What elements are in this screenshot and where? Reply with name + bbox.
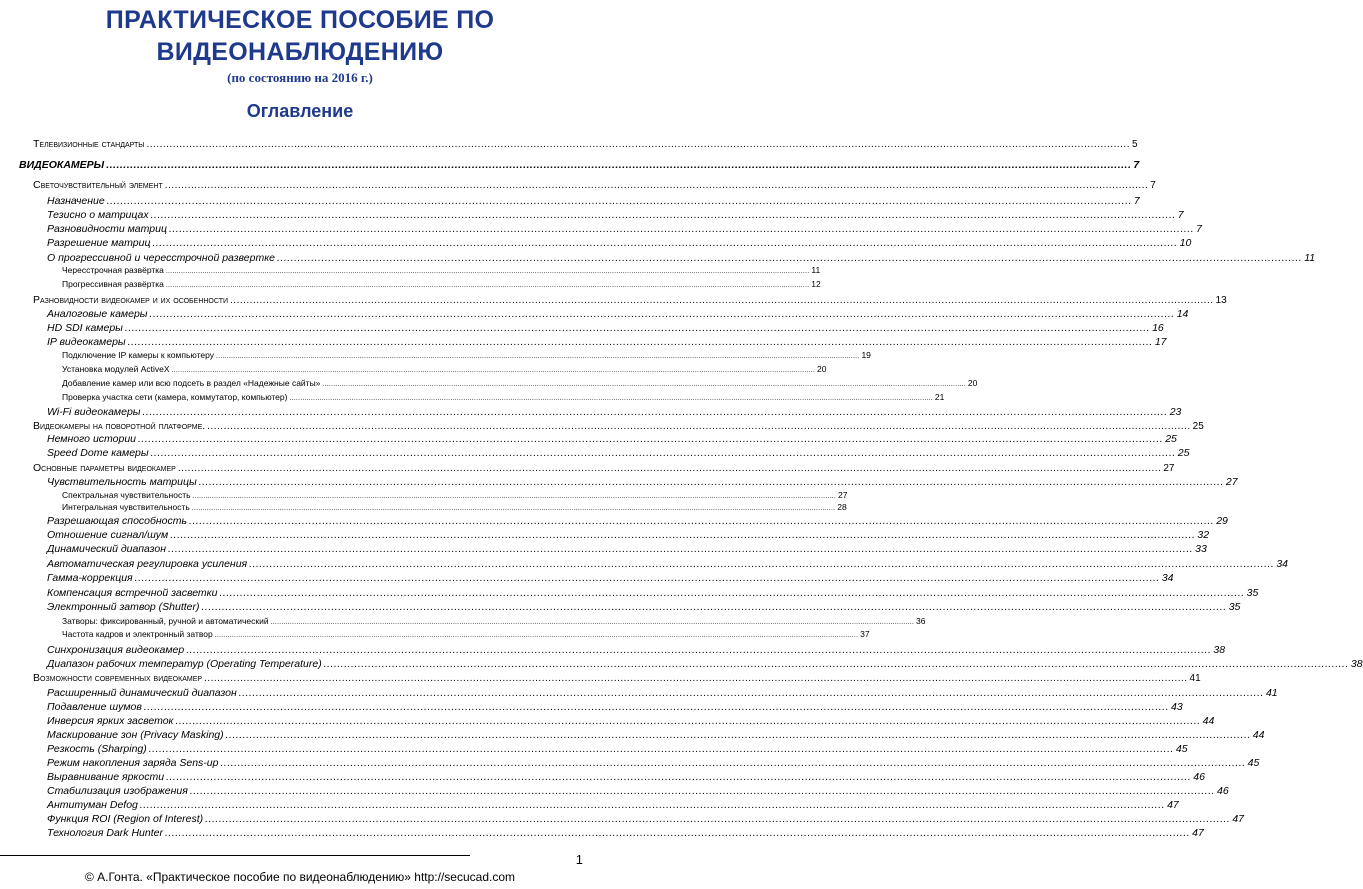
toc-entry[interactable] — [47, 515, 1228, 527]
toc-entry[interactable] — [33, 179, 1156, 191]
toc-entry-label: Разрешение матриц — [47, 237, 151, 249]
toc-entry-label: Немного истории — [47, 433, 137, 445]
toc-entry-label: Подключение IP камеры к компьютеру — [62, 350, 214, 360]
toc-entry-page: 17 — [1154, 336, 1167, 348]
toc-dot-leader: ............................................................................................................................................................................................................................................................................................................ — [192, 492, 836, 500]
toc-entry-page: 16 — [1152, 322, 1164, 334]
toc-dot-leader: ............................................................................................................................................................................................................................................................................................................ — [167, 543, 1194, 555]
toc-entry[interactable] — [62, 502, 847, 512]
footer-rule — [0, 855, 470, 856]
toc-entry[interactable] — [47, 715, 1215, 727]
toc-dot-leader: ............................................................................................................................................................................................................................................................................................................ — [230, 294, 1214, 306]
toc-entry-page: 34 — [1161, 572, 1174, 584]
toc-entry-label: Чувствительность матрицы — [47, 476, 197, 488]
toc-dot-leader: ............................................................................................................................................................................................................................................................................................................ — [186, 644, 1212, 656]
toc-entry[interactable] — [47, 308, 1189, 320]
toc-entry-label: Синхронизация видеокамер — [47, 644, 185, 656]
toc-entry-page: 27 — [1225, 476, 1238, 488]
toc-dot-leader: ............................................................................................................................................................................................................................................................................................................ — [134, 572, 1160, 584]
toc-entry-page: 46 — [1193, 771, 1205, 783]
toc-entry[interactable] — [47, 476, 1238, 488]
toc-entry-page: 13 — [1215, 294, 1227, 306]
toc-entry-label: Диапазон рабочих температур (Operating Temperature) — [47, 658, 322, 670]
toc-entry-label: Динамический диапазон — [47, 543, 166, 555]
toc-entry-label: Тезисно о матрицах — [47, 209, 149, 221]
toc-entry[interactable] — [47, 209, 1184, 221]
toc-entry[interactable] — [62, 364, 827, 374]
toc-entry-label: Антитуман Defog — [47, 799, 138, 811]
toc-entry-page: 19 — [861, 350, 871, 360]
toc-dot-leader: ............................................................................................................................................................................................................................................................................................................ — [201, 601, 1227, 613]
toc-entry-page: 34 — [1276, 558, 1289, 570]
toc-entry[interactable] — [47, 529, 1210, 541]
toc-heading: Оглавление — [246, 101, 354, 121]
toc-entry-label: ВИДЕОКАМЕРЫ — [19, 159, 105, 171]
toc-entry-label: Чересстрочная развёртка — [62, 265, 164, 275]
toc-dot-leader: ............................................................................................................................................................................................................................................................................................................ — [175, 715, 1201, 727]
toc-entry-label: Телевизионные стандарты — [33, 138, 145, 150]
toc-entry-label: Светочувствительный элемент — [33, 179, 163, 191]
toc-entry-page: 7 — [1177, 209, 1184, 221]
toc-entry-label: Добавление камер или всю подсеть в раздел «Надежные сайты» — [62, 378, 321, 388]
toc-entry-page: 21 — [934, 392, 945, 402]
toc-dot-leader: ............................................................................................................................................................................................................................................................................................................ — [177, 462, 1162, 474]
document-title-line-1: ПРАКТИЧЕСКОЕ ПОСОБИЕ ПО — [105, 6, 495, 34]
toc-entry[interactable] — [47, 799, 1179, 811]
toc-entry-label: Возможности современных видеокамер — [33, 672, 203, 684]
toc-entry-label: Интегральная чувствительность — [62, 502, 190, 512]
toc-entry-label: Режим накопления заряда Sens-up — [47, 757, 219, 769]
toc-entry-page: 41 — [1265, 687, 1278, 699]
toc-dot-leader: ............................................................................................................................................................................................................................................................................................................ — [164, 179, 1149, 191]
toc-entry-page: 28 — [837, 502, 847, 512]
toc-dot-leader: ............................................................................................................................................................................................................................................................................................................ — [165, 267, 810, 275]
toc-entry[interactable] — [47, 743, 1188, 755]
toc-dot-leader: ............................................................................................................................................................................................................................................................................................................ — [191, 504, 836, 512]
toc-entry[interactable] — [47, 543, 1207, 555]
page-number: 1 — [575, 852, 583, 867]
toc-dot-leader: ............................................................................................................................................................................................................................................................................................................ — [198, 476, 1224, 488]
toc-entry-label: Подавление шумов — [47, 701, 142, 713]
toc-entry[interactable] — [47, 336, 1167, 348]
toc-entry[interactable] — [47, 406, 1182, 418]
toc-entry-page: 10 — [1179, 237, 1192, 249]
toc-dot-leader: ............................................................................................................................................................................................................................................................................................................ — [204, 672, 1188, 684]
toc-entry-label: Автоматическая регулировка усиления — [47, 558, 248, 570]
toc-entry[interactable] — [47, 813, 1245, 825]
toc-dot-leader: ............................................................................................................................................................................................................................................................................................................ — [139, 799, 1166, 811]
toc-entry-page: 25 — [1177, 447, 1190, 459]
toc-entry[interactable] — [33, 672, 1201, 684]
toc-dot-leader: ............................................................................................................................................................................................................................................................................................................ — [138, 433, 1164, 445]
toc-entry[interactable] — [62, 378, 978, 388]
toc-entry-label: Технология Dark Hunter — [47, 827, 163, 839]
toc-entry-page: 36 — [916, 616, 926, 626]
toc-dot-leader: ............................................................................................................................................................................................................................................................................................................ — [106, 159, 1132, 171]
toc-entry[interactable] — [47, 701, 1183, 713]
toc-entry-label: Проверка участка сети (камера, коммутатор, компьютер) — [62, 392, 288, 402]
toc-entry-label: Гамма-коррекция — [47, 572, 133, 584]
toc-entry-label: Прогрессивная развёртка — [62, 279, 164, 289]
toc-entry-label: Спектральная чувствительность — [62, 490, 191, 500]
toc-entry-page: 41 — [1189, 672, 1201, 684]
toc-entry-label: Компенсация встречной засветки — [47, 587, 218, 599]
toc-entry-page: 7 — [1133, 195, 1140, 207]
toc-dot-leader: ............................................................................................................................................................................................................................................................................................................ — [171, 366, 816, 374]
toc-entry-page: 45 — [1247, 757, 1260, 769]
toc-entry-page: 7 — [1196, 223, 1202, 235]
toc-entry[interactable] — [47, 433, 1177, 445]
footer-copyright: © А.Гонта. «Практическое пособие по видеонаблюдению» http://secucad.com — [84, 870, 516, 884]
toc-dot-leader: ............................................................................................................................................................................................................................................................................................................ — [148, 743, 1174, 755]
toc-dot-leader: ............................................................................................................................................................................................................................................................................................................ — [142, 406, 1168, 418]
toc-entry-label: Отношение сигнал/шум — [47, 529, 169, 541]
toc-dot-leader: ............................................................................................................................................................................................................................................................................................................ — [270, 618, 915, 626]
toc-dot-leader: ............................................................................................................................................................................................................................................................................................................ — [165, 827, 1191, 839]
toc-entry-page: 11 — [1304, 252, 1316, 264]
toc-entry[interactable] — [47, 644, 1226, 656]
toc-entry[interactable] — [33, 420, 1204, 432]
toc-entry[interactable] — [47, 771, 1205, 783]
toc-entry[interactable] — [62, 629, 870, 639]
toc-entry[interactable] — [62, 616, 926, 626]
toc-dot-leader: ............................................................................................................................................................................................................................................................................................................ — [143, 701, 1170, 713]
toc-entry[interactable] — [47, 237, 1192, 249]
toc-entry-page: 11 — [811, 265, 821, 275]
toc-entry-label: Разновидности матриц — [47, 223, 167, 235]
toc-entry[interactable] — [47, 757, 1260, 769]
toc-dot-leader: ............................................................................................................................................................................................................................................................................................................ — [216, 352, 860, 360]
toc-dot-leader: ............................................................................................................................................................................................................................................................................................................ — [220, 757, 1246, 769]
toc-entry-label: Маскирование зон (Privacy Masking) — [47, 729, 224, 741]
toc-entry[interactable] — [62, 392, 945, 402]
toc-dot-leader: ............................................................................................................................................................................................................................................................................................................ — [249, 558, 1275, 570]
document-title-line-2: ВИДЕОНАБЛЮДЕНИЮ — [156, 38, 444, 66]
toc-entry-page: 46 — [1217, 785, 1229, 797]
toc-entry-label: Выравнивание яркости — [47, 771, 165, 783]
toc-dot-leader: ............................................................................................................................................................................................................................................................................................................ — [205, 813, 1231, 825]
toc-entry[interactable] — [47, 785, 1229, 797]
toc-entry-label: Разрешающая способность — [47, 515, 188, 527]
toc-entry-page: 7 — [1133, 159, 1140, 171]
toc-dot-leader: ............................................................................................................................................................................................................................................................................................................ — [323, 658, 1349, 670]
toc-entry[interactable] — [47, 729, 1265, 741]
toc-dot-leader: ............................................................................................................................................................................................................................................................................................................ — [214, 631, 859, 639]
toc-entry[interactable] — [47, 223, 1202, 235]
toc-entry-page: 27 — [838, 490, 848, 500]
toc-entry-page: 38 — [1213, 644, 1226, 656]
toc-dot-leader: ............................................................................................................................................................................................................................................................................................................ — [170, 529, 1196, 541]
toc-entry-page: 14 — [1176, 308, 1189, 320]
toc-entry-page: 25 — [1165, 433, 1177, 445]
toc-entry-label: Аналоговые камеры — [47, 308, 148, 320]
toc-entry[interactable] — [47, 687, 1278, 699]
toc-dot-leader: ............................................................................................................................................................................................................................................................................................................ — [189, 515, 1215, 527]
toc-entry-label: HD SDI камеры — [47, 322, 123, 334]
toc-entry-page: 47 — [1232, 813, 1245, 825]
toc-entry-label: Расширенный динамический диапазон — [47, 687, 237, 699]
toc-dot-leader: ............................................................................................................................................................................................................................................................................................................ — [289, 394, 933, 402]
toc-entry[interactable] — [33, 294, 1227, 306]
toc-entry-page: 37 — [860, 629, 870, 639]
toc-entry-label: Электронный затвор (Shutter) — [47, 601, 200, 613]
toc-entry[interactable] — [62, 279, 821, 289]
toc-entry-page: 27 — [1163, 462, 1175, 474]
toc-entry-label: Основные параметры видеокамер — [33, 462, 176, 474]
toc-entry-label: Установка модулей ActiveX — [62, 364, 170, 374]
toc-dot-leader: ............................................................................................................................................................................................................................................................................................................ — [165, 281, 810, 289]
toc-dot-leader: ............................................................................................................................................................................................................................................................................................................ — [189, 785, 1216, 797]
toc-entry[interactable] — [33, 462, 1175, 474]
toc-entry-label: Функция ROI (Region of Interest) — [47, 813, 204, 825]
toc-entry-page: 35 — [1246, 587, 1259, 599]
toc-entry[interactable] — [19, 159, 1140, 171]
toc-entry[interactable] — [47, 572, 1174, 584]
toc-entry-label: Инверсия ярких засветок — [47, 715, 174, 727]
document-subtitle: (по состоянию на 2016 г.) — [227, 70, 373, 85]
toc-entry-page: 47 — [1192, 827, 1204, 839]
toc-entry[interactable] — [47, 587, 1259, 599]
toc-entry[interactable] — [47, 658, 1363, 670]
toc-dot-leader: ............................................................................................................................................................................................................................................................................................................ — [219, 587, 1245, 599]
toc-entry[interactable] — [62, 350, 871, 360]
toc-entry[interactable] — [47, 195, 1140, 207]
toc-entry-label: Wi-Fi видеокамеры — [47, 406, 141, 418]
toc-entry-label: Затворы: фиксированный, ручной и автоматический — [62, 616, 269, 626]
toc-dot-leader: ............................................................................................................................................................................................................................................................................................................ — [166, 771, 1192, 783]
toc-entry-page: 43 — [1171, 701, 1183, 713]
toc-entry[interactable] — [47, 827, 1204, 839]
toc-entry[interactable] — [47, 558, 1289, 570]
toc-entry-page: 45 — [1175, 743, 1188, 755]
toc-dot-leader: ............................................................................................................................................................................................................................................................................................................ — [127, 336, 1153, 348]
toc-entry-label: Резкость (Sharping) — [47, 743, 147, 755]
toc-dot-leader: ............................................................................................................................................................................................................................................................................................................ — [149, 308, 1175, 320]
toc-entry-page: 29 — [1216, 515, 1228, 527]
toc-entry[interactable] — [47, 252, 1316, 264]
toc-entry-page: 33 — [1195, 543, 1207, 555]
toc-entry-page: 47 — [1167, 799, 1179, 811]
toc-entry[interactable] — [47, 601, 1241, 613]
toc-entry-label: Speed Dome камеры — [47, 447, 149, 459]
toc-entry[interactable] — [47, 322, 1164, 334]
toc-entry-label: Разновидности видеокамер и их особенности — [33, 294, 229, 306]
toc-dot-leader: ............................................................................................................................................................................................................................................................................................................ — [152, 237, 1178, 249]
toc-dot-leader: ............................................................................................................................................................................................................................................................................................................ — [277, 252, 1303, 264]
toc-entry[interactable] — [62, 265, 821, 275]
toc-dot-leader: ............................................................................................................................................................................................................................................................................................................ — [106, 195, 1132, 207]
toc-entry-label: О прогрессивной и чересстрочной развертке — [47, 252, 276, 264]
toc-entry-page: 38 — [1350, 658, 1363, 670]
toc-dot-leader: ............................................................................................................................................................................................................................................................................................................ — [238, 687, 1264, 699]
toc-dot-leader: ............................................................................................................................................................................................................................................................................................................ — [146, 138, 1130, 150]
toc-entry[interactable] — [62, 490, 848, 500]
toc-dot-leader: ............................................................................................................................................................................................................................................................................................................ — [124, 322, 1151, 334]
toc-entry-page: 44 — [1202, 715, 1215, 727]
toc-entry[interactable] — [47, 447, 1190, 459]
toc-entry-label: IP видеокамеры — [47, 336, 126, 348]
toc-entry-page: 20 — [967, 378, 978, 388]
toc-entry[interactable] — [33, 138, 1138, 150]
toc-entry-page: 23 — [1169, 406, 1182, 418]
toc-entry-page: 25 — [1192, 420, 1204, 432]
toc-dot-leader: ............................................................................................................................................................................................................................................................................................................ — [225, 729, 1251, 741]
toc-entry-label: Назначение — [47, 195, 105, 207]
toc-entry-label: Стабилизация изображения — [47, 785, 188, 797]
toc-entry-page: 5 — [1131, 138, 1138, 150]
toc-dot-leader: ............................................................................................................................................................................................................................................................................................................ — [207, 420, 1191, 432]
toc-entry-page: 32 — [1197, 529, 1210, 541]
toc-entry-label: Видеокамеры на поворотной платформе. — [33, 420, 206, 432]
toc-entry-page: 44 — [1252, 729, 1265, 741]
toc-entry-page: 20 — [817, 364, 827, 374]
toc-entry-page: 7 — [1150, 179, 1156, 191]
toc-entry-label: Частота кадров и электронный затвор — [62, 629, 213, 639]
toc-entry-page: 35 — [1228, 601, 1241, 613]
toc-dot-leader: ............................................................................................................................................................................................................................................................................................................ — [150, 209, 1176, 221]
toc-dot-leader: ............................................................................................................................................................................................................................................................................................................ — [168, 223, 1195, 235]
toc-dot-leader: ............................................................................................................................................................................................................................................................................................................ — [322, 380, 966, 388]
toc-entry-page: 12 — [811, 279, 821, 289]
toc-dot-leader: ............................................................................................................................................................................................................................................................................................................ — [150, 447, 1176, 459]
